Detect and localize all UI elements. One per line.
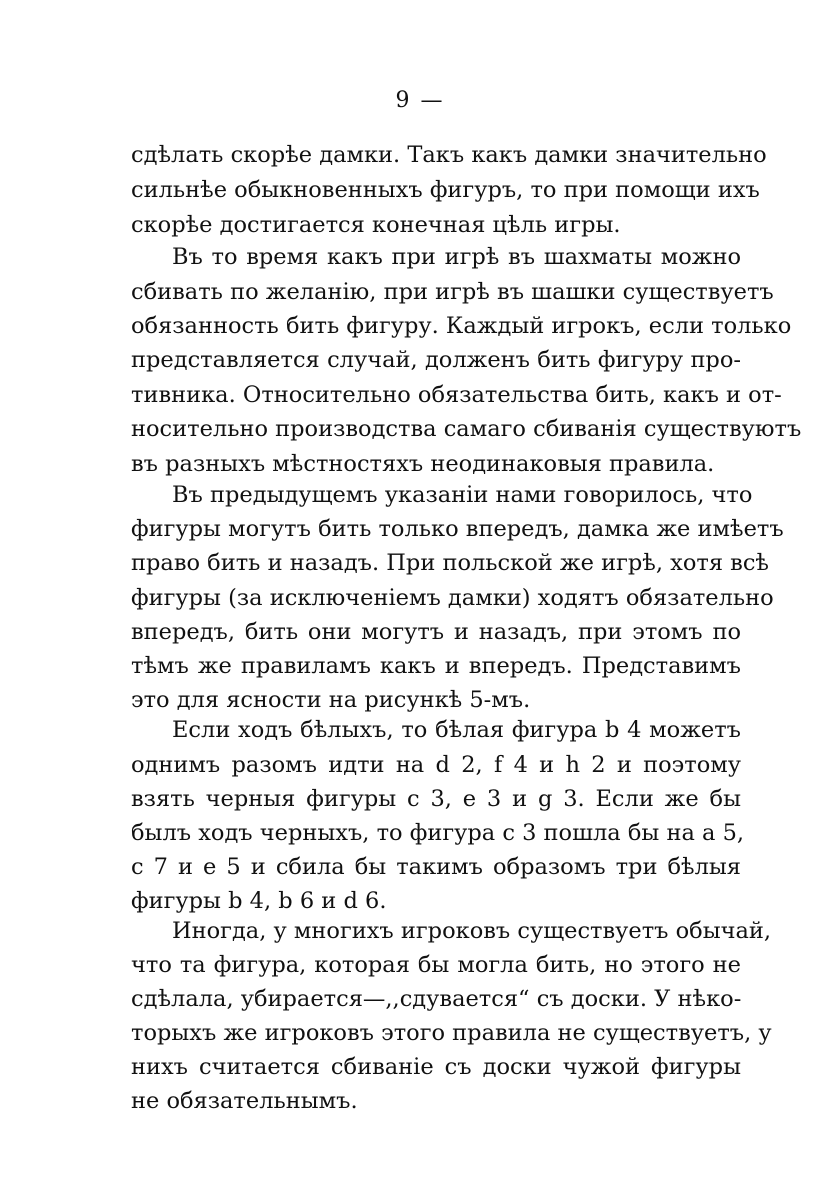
text-line-6: обязанность бить фигуру. Каждый игрокъ, если только: [131, 313, 792, 339]
text-line-19: однимъ разомъ идти на d 2, f 4 и h 2 и поэтому: [131, 752, 741, 778]
page-number: 9 —: [395, 88, 445, 113]
text-line-8: тивника. Относительно обязательства бить, какъ и от-: [131, 382, 782, 408]
text-line-28: нихъ считается сбиваніе съ доски чужой фигуры: [131, 1054, 741, 1080]
text-line-20: взять черныя фигуры c 3, e 3 и g 3. Если же бы: [131, 786, 741, 812]
text-line-3: скорѣе достигается конечная цѣль игры.: [131, 212, 621, 238]
text-line-17: это для ясности на рисункѣ 5-мъ.: [131, 687, 531, 713]
text-line-12: фигуры могутъ бить только впередъ, дамка же имѣетъ: [131, 516, 784, 542]
text-line-16: тѣмъ же правиламъ какъ и впередъ. Представимъ: [131, 653, 741, 679]
text-line-7: представляется случай, долженъ бить фигуру про-: [131, 347, 741, 373]
text-line-23: фигуры b 4, b 6 и d 6.: [131, 888, 387, 914]
text-line-13: право бить и назадъ. При польской же игрѣ, хотя всѣ: [131, 550, 769, 576]
text-line-18: Если ходъ бѣлыхъ, то бѣлая фигура b 4 можетъ: [172, 717, 741, 743]
text-line-2: сильнѣе обыкновенныхъ фигуръ, то при помощи ихъ: [131, 177, 760, 203]
text-line-11: Въ предыдущемъ указаніи нами говорилось, что: [172, 482, 753, 508]
text-line-22: c 7 и e 5 и сбила бы такимъ образомъ три бѣлыя: [131, 854, 741, 880]
text-line-26: сдѣлала, убирается—,,сдувается“ съ доски. У нѣко-: [131, 986, 742, 1012]
text-line-10: въ разныхъ мѣстностяхъ неодинаковыя правила.: [131, 451, 715, 477]
text-line-5: сбивать по желанію, при игрѣ въ шашки существуетъ: [131, 279, 774, 305]
text-line-4: Въ то время какъ при игрѣ въ шахматы можно: [172, 244, 741, 270]
text-line-14: фигуры (за исключеніемъ дамки) ходятъ обязательно: [131, 585, 774, 611]
text-line-21: былъ ходъ черныхъ, то фигура c 3 пошла бы на a 5,: [131, 820, 745, 846]
text-line-1: сдѣлать скорѣе дамки. Такъ какъ дамки значительно: [131, 142, 767, 168]
text-line-24: Иногда, у многихъ игроковъ существуетъ обычай,: [172, 918, 772, 944]
text-line-25: что та фигура, которая бы могла бить, но этого не: [131, 952, 741, 978]
text-line-15: впередъ, бить они могутъ и назадъ, при этомъ по: [131, 619, 741, 645]
text-line-29: не обязательнымъ.: [131, 1088, 358, 1114]
text-line-27: торыхъ же игроковъ этого правила не существуетъ, у: [131, 1020, 772, 1046]
text-line-9: носительно производства самаго сбиванія существуютъ: [131, 416, 802, 442]
